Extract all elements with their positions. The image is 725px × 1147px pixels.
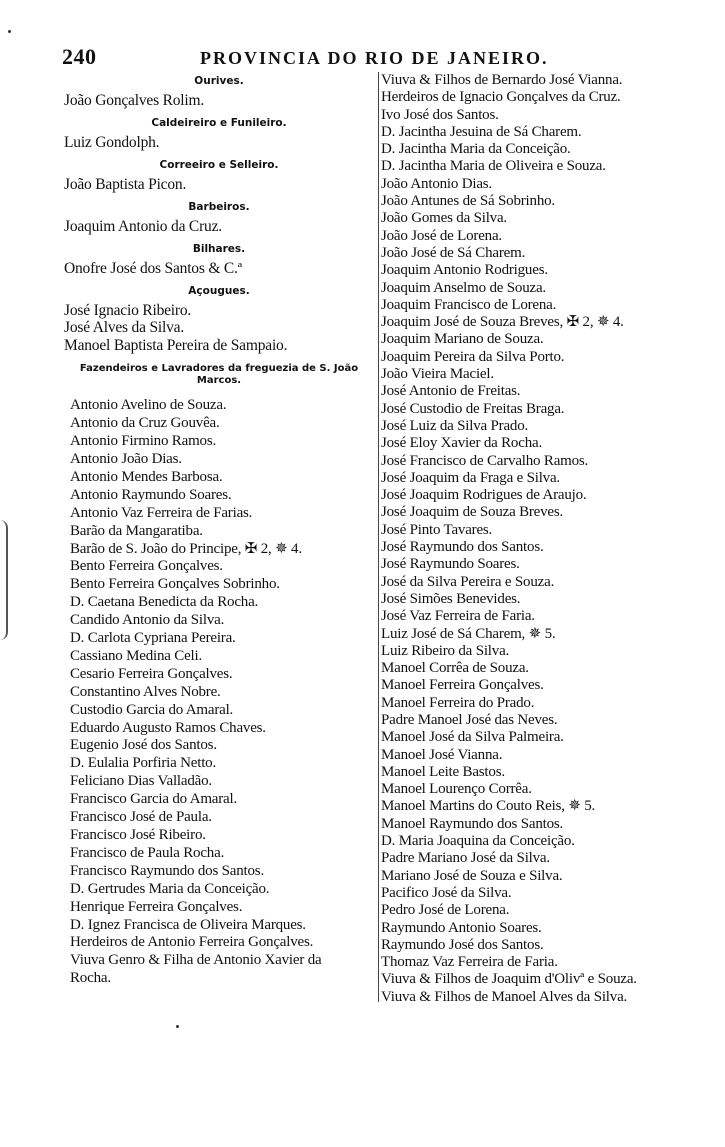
list-item: Joaquim Pereira da Silva Porto. bbox=[381, 348, 565, 365]
list-item: Joaquim Antonio Rodrigues. bbox=[381, 262, 548, 279]
section-heading: Correeiro e Selleiro. bbox=[159, 158, 279, 171]
list-item: Manoel Lourenço Corrêa. bbox=[381, 781, 532, 798]
list-item: Manoel Ferreira do Prado. bbox=[381, 694, 535, 711]
list-item: Joaquim José de Souza Breves, ✠ 2, ✵ 4. bbox=[381, 314, 624, 331]
list-item: José Luiz da Silva Prado. bbox=[381, 417, 529, 434]
fazendeiros-heading: Fazendeiros e Lavradores da freguezia de S. João Marcos. bbox=[79, 363, 359, 387]
list-item: Luiz Gondolph. bbox=[64, 133, 160, 151]
list-item: José Eloy Xavier da Rocha. bbox=[381, 435, 543, 452]
list-item: José Joaquim de Souza Breves. bbox=[381, 504, 564, 521]
list-item: Bento Ferreira Gonçalves Sobrinho. bbox=[70, 576, 280, 593]
list-item: José Joaquim da Fraga e Silva. bbox=[381, 469, 560, 486]
list-item: João Vieira Maciel. bbox=[381, 366, 494, 383]
list-item: Viuva & Filhos de Bernardo José Vianna. bbox=[381, 72, 623, 88]
list-item: Padre Mariano José da Silva. bbox=[381, 850, 550, 867]
list-item: Eugenio José dos Santos. bbox=[70, 737, 217, 754]
ink-speck bbox=[8, 30, 11, 33]
list-item: Manoel José da Silva Palmeira. bbox=[381, 729, 564, 746]
list-item: Viuva & Filhos de Manoel Alves da Silva. bbox=[381, 988, 628, 1005]
list-item: Custodio Garcia do Amaral. bbox=[70, 701, 234, 718]
list-item: Antonio João Dias. bbox=[70, 450, 182, 467]
list-item: Manoel Corrêa de Souza. bbox=[381, 660, 529, 677]
list-item-continuation: Rocha. bbox=[70, 970, 111, 987]
list-item: D. Jacintha Maria da Conceição. bbox=[381, 141, 571, 158]
list-item: Manoel Raymundo dos Santos. bbox=[381, 815, 564, 832]
list-item: Onofre José dos Santos & C.ª bbox=[64, 259, 242, 277]
fazendeiros-list bbox=[64, 397, 374, 988]
list-item: Manoel Leite Bastos. bbox=[381, 763, 505, 780]
list-item: Manoel Martins do Couto Reis, ✵ 5. bbox=[381, 798, 596, 815]
list-item: D. Caetana Benedicta da Rocha. bbox=[70, 594, 259, 611]
list-item: Francisco Garcia do Amaral. bbox=[70, 791, 238, 808]
list-item: Cassiano Medina Celi. bbox=[70, 647, 203, 664]
list-item: João Gomes da Silva. bbox=[381, 210, 507, 227]
list-item: Thomaz Vaz Ferreira de Faria. bbox=[381, 954, 558, 971]
list-item: José Antonio de Freitas. bbox=[381, 383, 521, 400]
list-item: Joaquim Francisco de Lorena. bbox=[381, 296, 557, 313]
section-heading: Caldeireiro e Funileiro. bbox=[151, 116, 287, 129]
section-heading: Barbeiros. bbox=[188, 200, 250, 213]
list-item: José Raymundo dos Santos. bbox=[381, 539, 544, 556]
list-item: D. Carlota Cypriana Pereira. bbox=[70, 630, 236, 647]
list-item: Viuva Genro & Filha de Antonio Xavier da bbox=[70, 952, 322, 969]
list-item: Antonio Firmino Ramos. bbox=[70, 433, 217, 450]
list-item: Herdeiros de Ignacio Gonçalves da Cruz. bbox=[381, 89, 621, 106]
list-item: D. Jacintha Jesuina de Sá Charem. bbox=[381, 123, 582, 140]
list-item: Joaquim Mariano de Souza. bbox=[381, 331, 544, 348]
list-item: José Vaz Ferreira de Faria. bbox=[381, 608, 535, 625]
list-item: Constantino Alves Nobre. bbox=[70, 683, 221, 700]
list-item: D. Gertrudes Maria da Conceição. bbox=[70, 880, 270, 897]
list-item: Herdeiros de Antonio Ferreira Gonçalves. bbox=[70, 934, 314, 951]
list-item: João Antunes de Sá Sobrinho. bbox=[381, 193, 555, 210]
list-item: Francisco José de Paula. bbox=[70, 809, 212, 826]
section-heading: Ourives. bbox=[194, 75, 244, 87]
list-item: José Francisco de Carvalho Ramos. bbox=[381, 452, 589, 469]
list-item: Eduardo Augusto Ramos Chaves. bbox=[70, 719, 266, 736]
left-column bbox=[64, 74, 374, 988]
right-column bbox=[378, 72, 711, 1005]
list-item: Luiz Ribeiro da Silva. bbox=[381, 642, 510, 659]
list-item: Candido Antonio da Silva. bbox=[70, 612, 225, 629]
list-item: Francisco José Ribeiro. bbox=[70, 827, 206, 843]
list-item: Manoel Ferreira Gonçalves. bbox=[381, 677, 544, 694]
list-item: Barão da Mangaratiba. bbox=[70, 522, 203, 539]
list-item: José Pinto Tavares. bbox=[381, 521, 493, 538]
list-item: Antonio da Cruz Gouvêa. bbox=[70, 415, 220, 432]
list-item: Ivo José dos Santos. bbox=[381, 106, 499, 123]
list-item: João Baptista Picon. bbox=[64, 175, 187, 193]
list-item: Antonio Raymundo Soares. bbox=[70, 486, 232, 503]
list-item: José da Silva Pereira e Souza. bbox=[381, 573, 555, 590]
list-item: Pedro José de Lorena. bbox=[381, 902, 510, 919]
list-item: João José de Lorena. bbox=[381, 227, 502, 244]
list-item: João José de Sá Charem. bbox=[381, 244, 526, 261]
list-item: Raymundo Antonio Soares. bbox=[381, 919, 542, 936]
list-item: José Joaquim Rodrigues de Araujo. bbox=[381, 487, 587, 504]
list-item: Francisco Raymundo dos Santos. bbox=[70, 862, 264, 879]
ink-speck bbox=[176, 1025, 179, 1028]
list-item: D. Ignez Francisca de Oliveira Marques. bbox=[70, 916, 306, 933]
list-item: Manoel José Vianna. bbox=[381, 746, 503, 763]
list-item: João Antonio Dias. bbox=[381, 175, 492, 192]
list-item: Manoel Baptista Pereira de Sampaio. bbox=[64, 337, 288, 355]
list-item: Antonio Mendes Barbosa. bbox=[70, 468, 223, 485]
list-item: Henrique Ferreira Gonçalves. bbox=[70, 898, 243, 915]
list-item: José Raymundo Soares. bbox=[381, 556, 520, 573]
list-item: D. Jacintha Maria de Oliveira e Souza. bbox=[381, 158, 606, 175]
list-item: Feliciano Dias Valladão. bbox=[70, 773, 212, 790]
list-item: Joaquim Anselmo de Souza. bbox=[381, 279, 546, 296]
list-item: Padre Manoel José das Neves. bbox=[381, 711, 558, 728]
binding-ornament bbox=[0, 520, 8, 640]
list-item: D. Eulalia Porfiria Netto. bbox=[70, 755, 217, 772]
list-item: Antonio Vaz Ferreira de Farias. bbox=[70, 504, 253, 521]
page-number: 240 bbox=[62, 44, 97, 69]
list-item: Mariano José de Souza e Silva. bbox=[381, 867, 563, 884]
list-item: Joaquim Antonio da Cruz. bbox=[64, 217, 222, 235]
section-heading: Açougues. bbox=[188, 284, 250, 297]
list-item: José Alves da Silva. bbox=[64, 319, 184, 337]
list-item: Francisco de Paula Rocha. bbox=[70, 844, 225, 861]
list-item: Barão de S. João do Principe, ✠ 2, ✵ 4. bbox=[70, 540, 302, 557]
list-item: Antonio Avelino de Souza. bbox=[70, 397, 227, 414]
running-header: PROVINCIA DO RIO DE JANEIRO. bbox=[200, 48, 549, 68]
list-item: D. Maria Joaquina da Conceição. bbox=[381, 833, 575, 850]
section-heading: Bilhares. bbox=[192, 242, 246, 255]
list-item: Viuva & Filhos de Joaquim d'Olivª e Souza. bbox=[381, 971, 637, 988]
list-item: Pacifico José da Silva. bbox=[381, 884, 512, 901]
list-item: Raymundo José dos Santos. bbox=[381, 936, 544, 953]
list-item: Luiz José de Sá Charem, ✵ 5. bbox=[381, 625, 556, 642]
list-item: Bento Ferreira Gonçalves. bbox=[70, 558, 223, 575]
list-item: Cesario Ferreira Gonçalves. bbox=[70, 665, 233, 682]
list-item: João Gonçalves Rolim. bbox=[64, 92, 205, 109]
list-item: José Custodio de Freitas Braga. bbox=[381, 400, 565, 417]
list-item: José Ignacio Ribeiro. bbox=[64, 301, 192, 319]
list-item: José Simões Benevides. bbox=[381, 590, 521, 607]
